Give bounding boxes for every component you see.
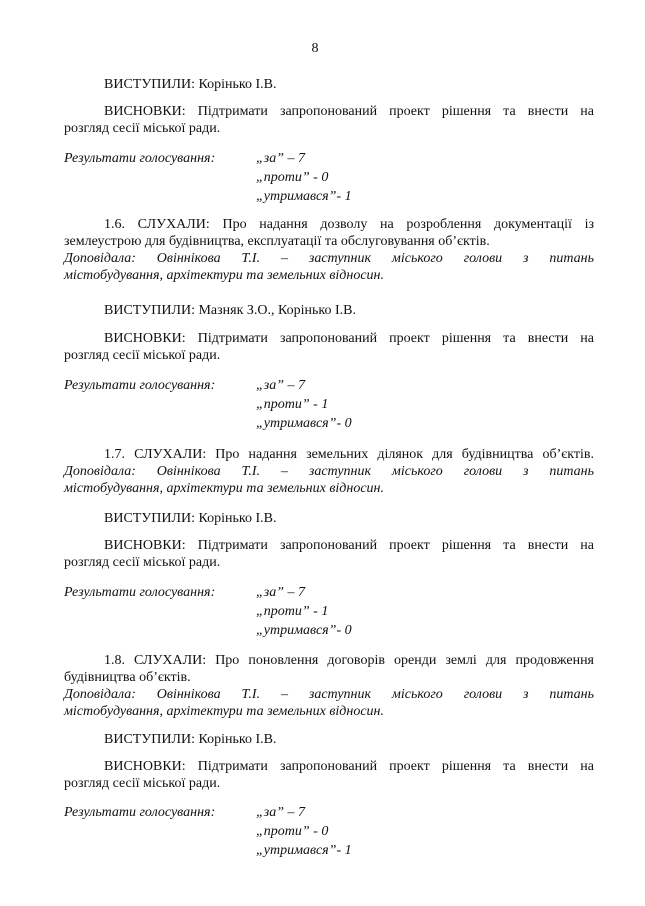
speakers-paragraph: [64, 510, 594, 527]
voting-label: Результати голосування:: [64, 378, 216, 393]
conclusion-text-line2: розгляд сесії міської ради.: [64, 776, 221, 791]
heard-paragraph: [64, 652, 594, 720]
vote-abstained: „утримався”- 1: [256, 843, 352, 858]
voting-label: Результати голосування:: [64, 151, 216, 166]
conclusion-text-line2: розгляд сесії міської ради.: [64, 348, 221, 363]
conclusion-text: Підтримати запропонований проект рішення та внести на: [197, 104, 594, 119]
vote-for: „за” – 7: [256, 151, 306, 166]
vote-for: „за” – 7: [256, 805, 306, 820]
heard-text-line1: 1.7. СЛУХАЛИ: Про надання земельних ділянок для будівництва об’єктів.: [104, 447, 594, 462]
reporter-line1: Доповідала: Овіннікова Т.І. – заступник міського голови з питань: [64, 251, 594, 266]
speakers-label: ВИСТУПИЛИ:: [104, 303, 195, 318]
heard-text-line1: 1.8. СЛУХАЛИ: Про поновлення договорів оренди землі для продовження: [104, 653, 594, 668]
speakers-names: Корінько І.В.: [198, 77, 277, 92]
vote-against: „проти” - 1: [256, 604, 329, 619]
conclusion-text-line2: розгляд сесії міської ради.: [64, 555, 221, 570]
speakers-label: ВИСТУПИЛИ:: [104, 511, 195, 526]
reporter-line2: містобудування, архітектури та земельних відносин.: [64, 704, 384, 719]
conclusion-paragraph: [64, 330, 594, 364]
heard-paragraph: [64, 446, 594, 497]
speakers-paragraph: [64, 302, 594, 319]
heard-text-line2: будівництва об’єктів.: [64, 670, 191, 685]
conclusion-text: Підтримати запропонований проект рішення та внести на: [197, 759, 594, 774]
vote-for: „за” – 7: [256, 378, 306, 393]
reporter-line1: Доповідала: Овіннікова Т.І. – заступник міського голови з питань: [64, 687, 594, 702]
conclusion-label: ВИСНОВКИ:: [104, 759, 186, 774]
speakers-paragraph: [64, 731, 594, 748]
voting-label: Результати голосування:: [64, 585, 216, 600]
vote-against: „проти” - 0: [256, 170, 329, 185]
speakers-paragraph: [64, 76, 594, 93]
vote-against: „проти” - 0: [256, 824, 329, 839]
conclusion-label: ВИСНОВКИ:: [104, 538, 186, 553]
heard-text-line1: 1.6. СЛУХАЛИ: Про надання дозволу на розроблення документації із: [104, 217, 594, 232]
vote-against: „проти” - 1: [256, 397, 329, 412]
speakers-label: ВИСТУПИЛИ:: [104, 77, 195, 92]
conclusion-text-line2: розгляд сесії міської ради.: [64, 121, 221, 136]
conclusion-text: Підтримати запропонований проект рішення та внести на: [197, 331, 594, 346]
reporter-line1: Доповідала: Овіннікова Т.І. – заступник міського голови з питань: [64, 464, 594, 479]
voting-label: Результати голосування:: [64, 805, 216, 820]
vote-for: „за” – 7: [256, 585, 306, 600]
conclusion-text: Підтримати запропонований проект рішення та внести на: [197, 538, 594, 553]
vote-abstained: „утримався”- 0: [256, 623, 352, 638]
speakers-names: Корінько І.В.: [198, 732, 277, 747]
conclusion-paragraph: [64, 758, 594, 792]
heard-text-line2: землеустрою для будівництва, експлуатації та обслуговування об’єктів.: [64, 234, 490, 249]
reporter-line2: містобудування, архітектури та земельних відносин.: [64, 481, 384, 496]
conclusion-paragraph: [64, 537, 594, 571]
page-number: 8: [311, 41, 319, 56]
heard-paragraph: [64, 216, 594, 284]
speakers-names: Корінько І.В.: [198, 511, 277, 526]
conclusion-label: ВИСНОВКИ:: [104, 104, 186, 119]
speakers-names: Мазняк З.О., Корінько І.В.: [198, 303, 357, 318]
vote-abstained: „утримався”- 0: [256, 416, 352, 431]
speakers-label: ВИСТУПИЛИ:: [104, 732, 195, 747]
reporter-line2: містобудування, архітектури та земельних відносин.: [64, 268, 384, 283]
vote-abstained: „утримався”- 1: [256, 189, 352, 204]
conclusion-paragraph: [64, 103, 594, 137]
conclusion-label: ВИСНОВКИ:: [104, 331, 186, 346]
